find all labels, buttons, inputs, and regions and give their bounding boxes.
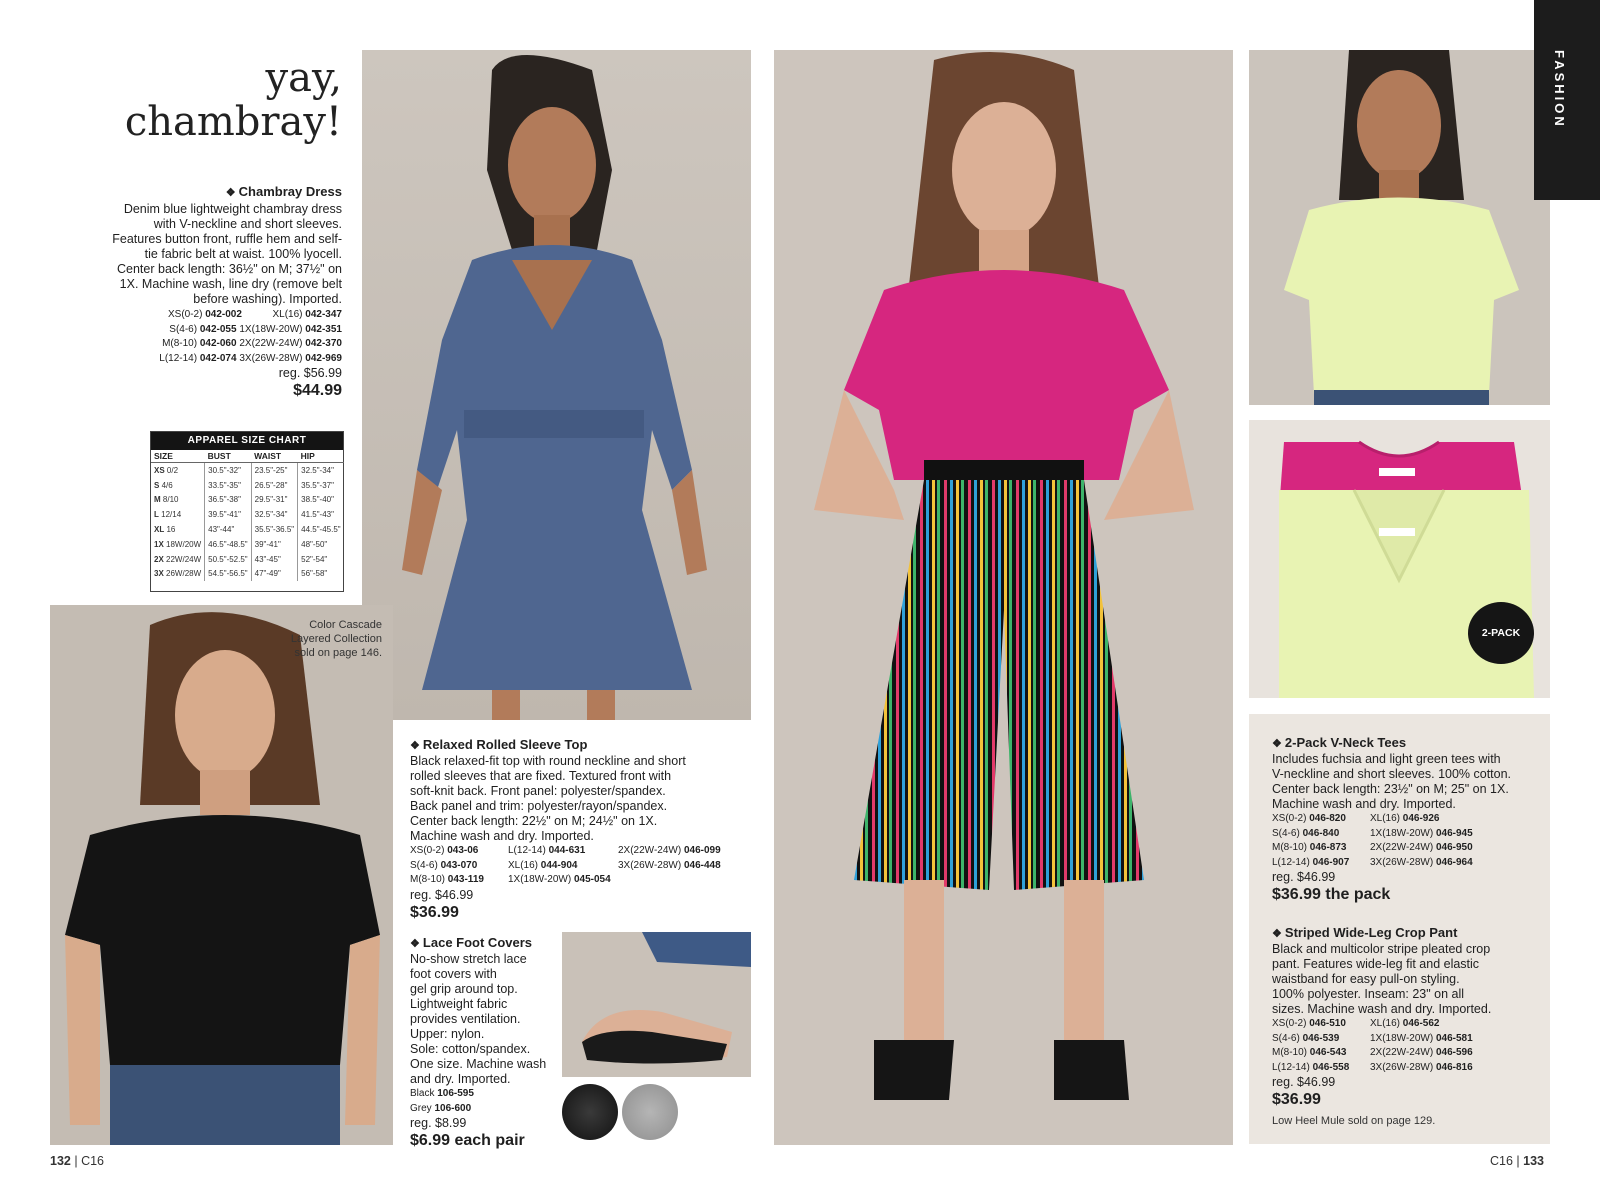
size-chart-row <box>151 567 344 582</box>
fashion-tab-label: FASHION <box>1552 50 1567 129</box>
crop-pant-reg-price: reg. $46.99 <box>1272 1075 1336 1090</box>
swatch-grey <box>622 1084 678 1140</box>
crop-pant-copy: ❖ Striped Wide-Leg Crop Pant Black and multicolor stripe pleated crop pant. Features wide-leg fit and elastic waistband for easy pull-on styling. 100% polyester. Inseam: 23" on all sizes. Machine wash and dry. Imported. XS(0-2) 046-510 XL(16) 046-562 S(4-6) 046-539 1X(18W-20W) 046-581 M(8-10) 046-543 2X(22W-24W) 046-596 L(12-14) 046-558 3X(26W-28W) 046-816 reg. $46.99 $36.99 <box>1272 925 1544 1107</box>
size-chart-cell: 36.5"-38" <box>205 493 251 508</box>
size-chart-row <box>151 478 344 493</box>
size-chart-header: HIP <box>298 450 344 463</box>
size-chart-cell: 29.5"-31" <box>251 493 297 508</box>
size-chart-table <box>151 450 344 581</box>
size-chart-cell: 35.5"-36.5" <box>251 522 297 537</box>
size-chart-header: SIZE <box>151 450 205 463</box>
size-chart-cell: 48"-50" <box>301 539 328 549</box>
size-chart-cell: 50.5"-52.5" <box>205 552 251 567</box>
vneck-tees-reg-price: reg. $46.99 <box>1272 870 1336 885</box>
size-chart-cell: 32.5"-34" <box>251 507 297 522</box>
chambray-dress-price: $44.99 <box>293 382 342 400</box>
size-chart-cell: 56"-58" <box>301 569 328 579</box>
headline-line2: chambray! <box>124 99 342 145</box>
vneck-tees-price: $36.99 the pack <box>1272 886 1391 904</box>
size-chart-row <box>151 552 344 567</box>
size-chart-row <box>151 507 344 522</box>
size-chart-row <box>151 463 344 478</box>
relaxed-top-skus: XS(0-2) 043-06 L(12-14) 044-631 2X(22W-24W) 046-099 S(4-6) 043-070 XL(16) 044-904 3X(26W-28W) 046-448 M(8-10) 043-119 1X(18W-20W) 045-054 <box>410 845 721 886</box>
size-chart-cell: L 12/14 <box>151 507 205 522</box>
size-chart-cell: 38.5"-40" <box>301 495 334 505</box>
size-chart-header: WAIST <box>251 450 297 463</box>
vneck-tee-model-photo <box>1249 50 1550 405</box>
vneck-tees-copy: ❖ 2-Pack V-Neck Tees Includes fuchsia and light green tees with V-neckline and short sleeves. 100% cotton. Center back length: 23½" on M; 25" on 1X. Machine wash and dry. Imported. XS(0-2) 046-820 XL(16) 046-926 S(4-6) 046-840 1X(18W-20W) 046-945 M(8-10) 046-873 2X(22W-24W) 046-950 L(12-14) 046-907 3X(26W-28W) 046-964 reg. $46.99 $36.99 the pack <box>1272 735 1544 902</box>
relaxed-top-price: $36.99 <box>410 903 459 921</box>
size-chart-cell: XS 0/2 <box>151 463 205 478</box>
lace-foot-covers-title: ❖ Lace Foot Covers <box>410 935 560 952</box>
size-chart-cell: 44.5"-45.5" <box>301 525 341 535</box>
relaxed-top-reg-price: reg. $46.99 <box>410 887 474 902</box>
crop-pant-title: ❖ Striped Wide-Leg Crop Pant <box>1272 925 1544 942</box>
size-chart-cell: XL 16 <box>151 522 205 537</box>
size-chart-cell: 35.5"-37" <box>301 480 334 490</box>
sku-row: L(12-14) 042-074 3X(26W-28W) 042-969 <box>159 352 342 364</box>
size-chart-cell: 43"-44" <box>205 522 251 537</box>
vneck-tees-title: ❖ 2-Pack V-Neck Tees <box>1272 735 1544 752</box>
size-chart-cell: 2X 22W/24W <box>151 552 205 567</box>
size-chart-cell: 39.5"-41" <box>205 507 251 522</box>
size-chart-cell: 46.5"-48.5" <box>205 537 251 552</box>
size-chart-row <box>151 493 344 508</box>
relaxed-top-photo <box>50 605 393 1145</box>
mule-note: Low Heel Mule sold on page 129. <box>1272 1115 1436 1127</box>
size-chart-cell: 33.5"-35" <box>205 478 251 493</box>
size-chart-cell: 26.5"-28" <box>251 478 297 493</box>
sku-row: M(8-10) 042-060 2X(22W-24W) 042-370 <box>162 338 342 350</box>
size-chart-cell: 23.5"-25" <box>251 463 297 478</box>
size-chart-cell: 43"-45" <box>251 552 297 567</box>
relaxed-top-line: Machine wash and dry. Imported. <box>410 829 594 843</box>
size-chart-cell: 41.5"-43" <box>301 510 334 520</box>
chambray-dress-reg-price: reg. $56.99 <box>278 366 342 381</box>
fashion-tab[interactable] <box>1534 0 1600 200</box>
lace-foot-covers-skus: Black 106-595 Grey 106-600 <box>410 1088 474 1114</box>
lace-foot-covers-reg-price: reg. $8.99 <box>410 1116 467 1131</box>
chambray-dress-photo <box>362 50 751 720</box>
folio-right: C16 | 133 <box>1490 1154 1544 1168</box>
chambray-dress-title: ❖ Chambray Dress <box>110 184 342 201</box>
relaxed-top-line: rolled sleeves that are fixed. Textured front with <box>410 769 672 783</box>
relaxed-top-copy <box>410 737 755 920</box>
size-chart-cell: 52"-54" <box>301 554 328 564</box>
lace-foot-covers-price: $6.99 each pair <box>410 1132 525 1150</box>
relaxed-top-line: soft-knit back. Front panel: polyester/spandex. <box>410 784 666 798</box>
size-chart-cell: 47"-49" <box>251 567 297 582</box>
color-cascade-note: Color Cascade Layered Collection sold on page 146. <box>290 619 382 659</box>
chambray-dress-skus <box>110 308 342 366</box>
apparel-size-chart <box>150 431 344 592</box>
folio-left: 132 | C16 <box>50 1154 104 1168</box>
size-chart-cell: 39"-41" <box>251 537 297 552</box>
size-chart-cell: 3X 26W/28W <box>151 567 205 582</box>
chambray-dress-description: Denim blue lightweight chambray dress with V-neckline and short sleeves. Features button front, ruffle hem and self-tie fabric belt at waist. 100% lyocell. Center back length: 36½" on M; 37½" on 1X. Machine wash, line dry (remove belt before washing). Imported. <box>112 202 342 306</box>
lace-foot-covers-photo <box>562 932 751 1077</box>
relaxed-top-line: Back panel and trim: polyester/rayon/spandex. <box>410 799 668 813</box>
size-chart-cell: 32.5"-34" <box>301 465 334 475</box>
vneck-tees-skus: XS(0-2) 046-820 XL(16) 046-926 S(4-6) 046-840 1X(18W-20W) 046-945 M(8-10) 046-873 2X(22W-24W) 046-950 L(12-14) 046-907 3X(26W-28W) 046-964 <box>1272 813 1473 868</box>
size-chart-title: APPAREL SIZE CHART <box>151 432 343 450</box>
size-chart-cell: 54.5"-56.5" <box>205 567 251 582</box>
relaxed-top-title: ❖ Relaxed Rolled Sleeve Top <box>410 737 755 754</box>
lace-foot-covers-copy: ❖ Lace Foot Covers No-show stretch lace foot covers with gel grip around top. Lightweight fabric provides ventilation. Upper: nylon. Sole: cotton/spandex. One size. Machine wash and dry. Imported. Black 106-595 Grey 106-600 reg. $8.99 $6.99 each pair <box>410 935 560 1148</box>
relaxed-top-line: Center back length: 22½" on M; 24½" on 1X. <box>410 814 658 828</box>
sku-row: S(4-6) 042-055 1X(18W-20W) 042-351 <box>169 323 342 335</box>
size-chart-cell: S 4/6 <box>151 478 205 493</box>
crop-pant-price: $36.99 <box>1272 1091 1321 1109</box>
crop-pant-skus: XS(0-2) 046-510 XL(16) 046-562 S(4-6) 046-539 1X(18W-20W) 046-581 M(8-10) 046-543 2X(22W-24W) 046-596 L(12-14) 046-558 3X(26W-28W) 046-816 <box>1272 1018 1473 1073</box>
relaxed-top-line: Black relaxed-fit top with round neckline and short <box>410 754 686 768</box>
size-chart-row <box>151 522 344 537</box>
chambray-dress-copy <box>110 184 342 398</box>
size-chart-cell: 30.5"-32" <box>205 463 251 478</box>
crop-pant-photo <box>774 50 1233 1145</box>
headline-line1: yay, <box>265 55 342 101</box>
headline <box>100 56 342 144</box>
two-pack-badge: 2-PACK <box>1468 602 1534 664</box>
size-chart-header: BUST <box>205 450 251 463</box>
sku-row: XS(0-2) 042-002 XL(16) 042-347 <box>168 309 342 320</box>
size-chart-cell: M 8/10 <box>151 493 205 508</box>
size-chart-row <box>151 537 344 552</box>
size-chart-cell: 1X 18W/20W <box>151 537 205 552</box>
swatch-black <box>562 1084 618 1140</box>
